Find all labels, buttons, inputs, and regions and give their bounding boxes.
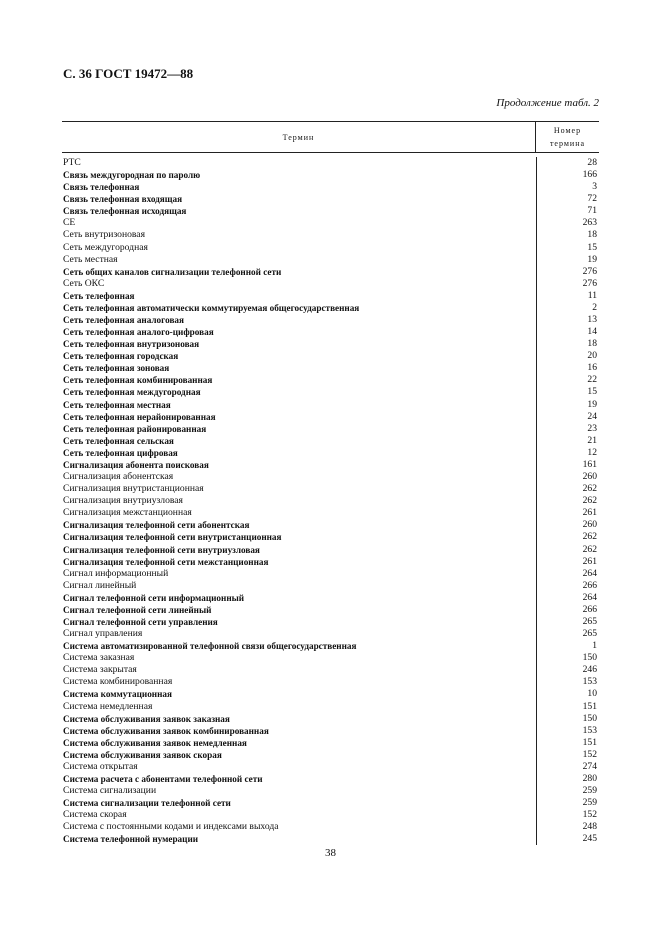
term-cell: Сигнал телефонной сети линейный bbox=[63, 604, 212, 615]
table-row bbox=[62, 338, 599, 350]
term-number-cell: 276 bbox=[536, 266, 599, 278]
table-row bbox=[62, 713, 599, 725]
term-number-cell: 24 bbox=[536, 411, 599, 423]
term-cell: Сигнализация телефонной сети внутристанционная bbox=[63, 532, 282, 543]
term-cell: Сигнал телефонной сети информационный bbox=[63, 592, 245, 603]
term-cell: Сеть телефонная междугородная bbox=[63, 387, 201, 398]
table-row bbox=[62, 399, 599, 411]
term-cell: Сигнализация телефонной сети внутриузловая bbox=[63, 544, 260, 555]
table-row bbox=[62, 302, 599, 314]
term-cell: Сеть телефонная районированная bbox=[63, 423, 207, 434]
term-cell: Сигнал телефонной сети управления bbox=[63, 616, 218, 627]
table-row bbox=[62, 217, 599, 229]
table-row bbox=[62, 797, 599, 809]
term-cell: Сеть внутризоновая bbox=[63, 229, 145, 241]
term-cell: Связь телефонная исходящая bbox=[63, 206, 187, 217]
table-row bbox=[62, 604, 599, 616]
table-row bbox=[62, 326, 599, 338]
term-number-cell: 248 bbox=[536, 821, 599, 833]
term-number-cell: 262 bbox=[536, 483, 599, 495]
table-row bbox=[62, 314, 599, 326]
term-cell: Сигнал информационный bbox=[63, 567, 169, 579]
term-cell: Система сигнализации телефонной сети bbox=[63, 798, 231, 809]
term-number-cell: 11 bbox=[536, 290, 599, 302]
table-row bbox=[62, 592, 599, 604]
term-number-cell: 20 bbox=[536, 350, 599, 362]
table-row bbox=[62, 725, 599, 737]
term-number-cell: 259 bbox=[536, 785, 599, 797]
term-number-cell: 266 bbox=[536, 580, 599, 592]
term-number-cell: 166 bbox=[536, 169, 599, 181]
term-cell: Система сигнализации bbox=[63, 785, 157, 797]
term-cell: Система с постоянными кодами и индексами выхода bbox=[63, 821, 279, 833]
term-cell: Сеть междугородная bbox=[63, 241, 148, 253]
table-row bbox=[62, 350, 599, 362]
term-cell: Система обслуживания заявок комбинированная bbox=[63, 725, 269, 736]
term-cell: Сеть телефонная автоматически коммутируемая общегосударственная bbox=[63, 302, 360, 313]
term-cell: Сигнализация межстанционная bbox=[63, 507, 192, 519]
term-number-cell: 276 bbox=[536, 278, 599, 290]
table-row bbox=[62, 447, 599, 459]
term-number-cell: 262 bbox=[536, 495, 599, 507]
term-number-cell: 260 bbox=[536, 519, 599, 531]
table-row bbox=[62, 181, 599, 193]
document-header: С. 36 ГОСТ 19472—88 bbox=[63, 66, 194, 81]
column-header-term: Термин bbox=[282, 132, 315, 142]
term-cell: Система коммутационная bbox=[63, 689, 172, 700]
table-row bbox=[62, 435, 599, 447]
table-row bbox=[62, 495, 599, 507]
term-cell: Сеть общих каналов сигнализации телефонной сети bbox=[63, 266, 282, 277]
term-cell: Система закрытая bbox=[63, 664, 137, 676]
table-row bbox=[62, 580, 599, 592]
term-number-cell: 274 bbox=[536, 761, 599, 773]
table-row bbox=[62, 362, 599, 374]
term-cell: Сеть телефонная сельская bbox=[63, 435, 174, 446]
table-row bbox=[62, 544, 599, 556]
term-number-cell: 2 bbox=[536, 302, 599, 314]
term-number-cell: 71 bbox=[536, 205, 599, 217]
term-cell: Сеть телефонная цифровая bbox=[63, 447, 178, 458]
table-row bbox=[62, 290, 599, 302]
term-number-cell: 19 bbox=[536, 254, 599, 266]
term-cell: РТС bbox=[63, 157, 81, 168]
term-cell: Система обслуживания заявок скорая bbox=[63, 749, 222, 760]
table-body bbox=[62, 153, 599, 845]
term-number-cell: 280 bbox=[536, 773, 599, 785]
term-cell: Система обслуживания заявок заказная bbox=[63, 713, 230, 724]
table-row bbox=[62, 616, 599, 628]
term-number-cell: 23 bbox=[536, 423, 599, 435]
table-row bbox=[62, 568, 599, 580]
term-cell: Сеть местная bbox=[63, 253, 118, 265]
table-row bbox=[62, 773, 599, 785]
term-number-cell: 152 bbox=[536, 809, 599, 821]
table-row bbox=[62, 664, 599, 676]
term-number-cell: 21 bbox=[536, 435, 599, 447]
table-row bbox=[62, 254, 599, 266]
table-row bbox=[62, 386, 599, 398]
term-number-cell: 10 bbox=[536, 688, 599, 700]
term-number-cell: 3 bbox=[536, 181, 599, 193]
table-row bbox=[62, 688, 599, 700]
table-row bbox=[62, 374, 599, 386]
term-cell: Система обслуживания заявок немедленная bbox=[63, 737, 247, 748]
term-number-cell: 246 bbox=[536, 664, 599, 676]
term-cell: Система комбинированная bbox=[63, 676, 173, 688]
column-header-number-line2: термина bbox=[549, 139, 586, 148]
term-cell: Система телефонной нумерации bbox=[63, 834, 199, 845]
term-number-cell: 16 bbox=[536, 362, 599, 374]
term-cell: Сигнал управления bbox=[63, 628, 143, 640]
term-number-cell: 153 bbox=[536, 676, 599, 688]
table-row bbox=[62, 628, 599, 640]
table-row bbox=[62, 761, 599, 773]
term-cell: Связь междугородная по паролю bbox=[63, 170, 201, 181]
term-number-cell: 261 bbox=[536, 556, 599, 568]
term-number-cell: 12 bbox=[536, 447, 599, 459]
term-cell: Сеть телефонная местная bbox=[63, 399, 171, 410]
term-cell: Связь телефонная входящая bbox=[63, 194, 183, 205]
term-number-cell: 72 bbox=[536, 193, 599, 205]
table-row bbox=[62, 423, 599, 435]
term-cell: Связь телефонная bbox=[63, 182, 140, 193]
term-number-cell: 13 bbox=[536, 314, 599, 326]
table-row bbox=[62, 242, 599, 254]
table-row bbox=[62, 749, 599, 761]
term-number-cell: 262 bbox=[536, 531, 599, 543]
table-row bbox=[62, 652, 599, 664]
table-row bbox=[62, 737, 599, 749]
page-number: 38 bbox=[325, 847, 336, 859]
term-number-cell: 18 bbox=[536, 229, 599, 241]
term-cell: Сеть телефонная аналоговая bbox=[63, 315, 184, 326]
table-row bbox=[62, 411, 599, 423]
term-number-cell: 152 bbox=[536, 749, 599, 761]
table-row bbox=[62, 507, 599, 519]
term-number-cell: 263 bbox=[536, 217, 599, 229]
table-row bbox=[62, 483, 599, 495]
table-header bbox=[62, 121, 599, 153]
table-row bbox=[62, 821, 599, 833]
term-number-cell: 28 bbox=[536, 157, 599, 169]
term-number-cell: 15 bbox=[536, 242, 599, 254]
term-number-cell: 262 bbox=[536, 544, 599, 556]
term-number-cell: 19 bbox=[536, 399, 599, 411]
column-header-number bbox=[535, 122, 599, 152]
table-row bbox=[62, 205, 599, 217]
table-row bbox=[62, 833, 599, 845]
table-row bbox=[62, 471, 599, 483]
term-cell: Система расчета с абонентами телефонной сети bbox=[63, 773, 263, 784]
table-caption: Продолжение табл. 2 bbox=[496, 97, 599, 109]
term-cell: Сеть телефонная городская bbox=[63, 351, 179, 362]
term-number-cell: 265 bbox=[536, 628, 599, 640]
table-row bbox=[62, 531, 599, 543]
term-number-cell: 150 bbox=[536, 713, 599, 725]
term-cell: Система автоматизированной телефонной связи общегосударственная bbox=[63, 641, 357, 652]
table-row bbox=[62, 278, 599, 290]
term-number-cell: 245 bbox=[536, 833, 599, 845]
table-row bbox=[62, 169, 599, 181]
table-row bbox=[62, 157, 599, 169]
term-cell: СЕ bbox=[63, 217, 76, 229]
term-cell: Сигнализация абонентская bbox=[63, 471, 174, 483]
term-number-cell: 161 bbox=[536, 459, 599, 471]
terms-index-table bbox=[62, 121, 599, 845]
term-number-cell: 151 bbox=[536, 701, 599, 713]
term-cell: Система немедленная bbox=[63, 700, 153, 712]
term-number-cell: 264 bbox=[536, 568, 599, 580]
term-cell: Сигнализация телефонной сети межстанционная bbox=[63, 556, 269, 567]
table-row bbox=[62, 556, 599, 568]
term-number-cell: 22 bbox=[536, 374, 599, 386]
term-cell: Система скорая bbox=[63, 809, 127, 821]
table-row bbox=[62, 519, 599, 531]
table-row bbox=[62, 640, 599, 652]
term-cell: Сигнализация абонента поисковая bbox=[63, 459, 209, 470]
term-cell: Сеть телефонная аналого-цифровая bbox=[63, 327, 214, 338]
term-cell: Сеть телефонная зоновая bbox=[63, 363, 170, 374]
term-cell: Сеть ОКС bbox=[63, 277, 105, 289]
term-cell: Сигнал линейный bbox=[63, 579, 137, 591]
table-row bbox=[62, 809, 599, 821]
term-number-cell: 265 bbox=[536, 616, 599, 628]
term-number-cell: 14 bbox=[536, 326, 599, 338]
term-cell: Сеть телефонная нерайонированная bbox=[63, 411, 216, 422]
term-number-cell: 261 bbox=[536, 507, 599, 519]
column-header-number-line1: Номер bbox=[553, 126, 582, 135]
table-row bbox=[62, 701, 599, 713]
term-cell: Сеть телефонная комбинированная bbox=[63, 375, 213, 386]
table-row bbox=[62, 785, 599, 797]
term-number-cell: 153 bbox=[536, 725, 599, 737]
term-number-cell: 150 bbox=[536, 652, 599, 664]
term-number-cell: 151 bbox=[536, 737, 599, 749]
term-cell: Система заказная bbox=[63, 652, 135, 664]
term-number-cell: 264 bbox=[536, 592, 599, 604]
term-cell: Сеть телефонная bbox=[63, 290, 135, 301]
term-cell: Сигнализация телефонной сети абонентская bbox=[63, 520, 250, 531]
term-cell: Сигнализация внутриузловая bbox=[63, 495, 183, 507]
table-row bbox=[62, 229, 599, 241]
term-number-cell: 15 bbox=[536, 386, 599, 398]
term-number-cell: 260 bbox=[536, 471, 599, 483]
term-number-cell: 259 bbox=[536, 797, 599, 809]
term-number-cell: 18 bbox=[536, 338, 599, 350]
table-row bbox=[62, 459, 599, 471]
term-number-cell: 1 bbox=[536, 640, 599, 652]
term-cell: Система открытая bbox=[63, 760, 138, 772]
term-number-cell: 266 bbox=[536, 604, 599, 616]
table-row bbox=[62, 676, 599, 688]
table-row bbox=[62, 266, 599, 278]
term-cell: Сеть телефонная внутризоновая bbox=[63, 339, 200, 350]
term-cell: Сигнализация внутристанционная bbox=[63, 483, 204, 495]
table-row bbox=[62, 193, 599, 205]
